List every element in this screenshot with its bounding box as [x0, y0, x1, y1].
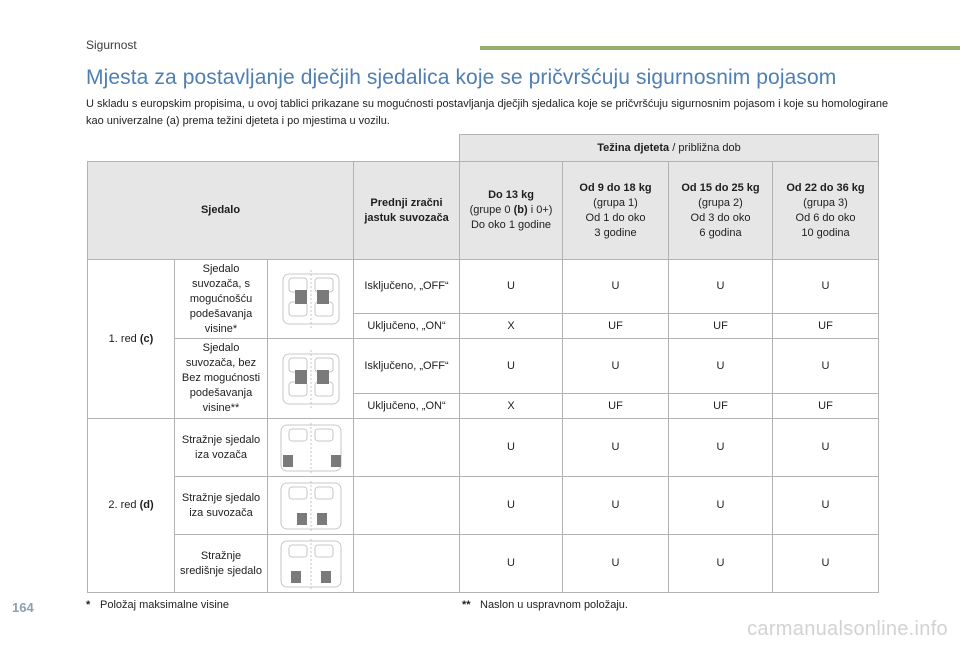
car-seats-icon — [269, 479, 353, 533]
car-seats-icon — [269, 264, 353, 334]
value-cell: U — [563, 260, 669, 314]
value-cell: U — [669, 260, 773, 314]
value-cell: U — [460, 535, 563, 593]
seat-diagram-front-a — [268, 260, 354, 339]
value-cell: UF — [563, 394, 669, 419]
value-cell: U — [773, 535, 879, 593]
airbag-on-label: Uključeno, „ON“ — [354, 314, 460, 339]
header-group-3: Od 22 do 36 kg (grupa 3) Od 6 do oko 10 godina — [773, 162, 879, 260]
seat-front-adjustable: Sjedalo suvozača, s mogućnošću podešavanja visine* — [175, 260, 268, 339]
row-label-first: 1. red (c) — [88, 260, 175, 419]
seat-rear-right: Stražnje sjedalo iza suvozača — [175, 477, 268, 535]
seat-rear-center: Stražnje središnje sjedalo — [175, 535, 268, 593]
header-group-2: Od 15 do 25 kg (grupa 2) Od 3 do oko 6 godina — [669, 162, 773, 260]
value-cell: U — [669, 339, 773, 394]
value-cell: U — [773, 419, 879, 477]
value-cell: U — [669, 419, 773, 477]
value-cell: UF — [563, 314, 669, 339]
seat-diagram-rear-left — [268, 419, 354, 477]
airbag-off-label: Isključeno, „OFF“ — [354, 260, 460, 314]
value-cell: U — [563, 339, 669, 394]
seat-rear-left: Stražnje sjedalo iza vozača — [175, 419, 268, 477]
seat-diagram-rear-right — [268, 477, 354, 535]
value-cell: UF — [669, 314, 773, 339]
value-cell: U — [773, 339, 879, 394]
header-seat: Sjedalo — [88, 162, 354, 260]
value-cell: U — [669, 535, 773, 593]
section-label: Sigurnost — [86, 38, 137, 52]
watermark: carmanualsonline.info — [747, 618, 948, 640]
intro-text: U skladu s europskim propisima, u ovoj tablici prikazane su mogućnosti postavljanja dječjih sjedalica koje se pričvršćuju sigurnosnim pojasom i koje su homologirane kao univerzalne (a) prema težini djeteta i po mjestima u vozilu. — [86, 98, 889, 127]
airbag-on-label: Uključeno, „ON“ — [354, 394, 460, 419]
car-seats-icon — [269, 537, 353, 591]
value-cell: UF — [669, 394, 773, 419]
seat-diagram-front-b — [268, 339, 354, 419]
child-seat-table — [87, 134, 879, 593]
value-cell: UF — [773, 394, 879, 419]
airbag-off-label: Isključeno, „OFF“ — [354, 339, 460, 394]
value-cell: U — [563, 535, 669, 593]
value-cell: U — [460, 339, 563, 394]
value-cell: U — [460, 260, 563, 314]
value-cell: U — [460, 477, 563, 535]
value-cell: U — [773, 260, 879, 314]
header-group-0: Do 13 kg (grupe 0 (b) i 0+) Do oko 1 godine — [460, 162, 563, 260]
car-seats-icon — [269, 344, 353, 414]
car-seats-icon — [269, 421, 353, 475]
footnote-1: * Položaj maksimalne visine — [86, 599, 229, 611]
page-title: Mjesta za postavljanje dječjih sjedalica koje se pričvršćuju sigurnosnim pojasom — [86, 66, 837, 89]
footnote-2: ** Naslon u uspravnom položaju. — [462, 599, 628, 611]
value-cell: U — [669, 477, 773, 535]
section-divider — [480, 46, 960, 50]
value-cell: U — [563, 419, 669, 477]
value-cell: X — [460, 314, 563, 339]
value-cell: U — [460, 419, 563, 477]
value-cell: U — [773, 477, 879, 535]
header-group-1: Od 9 do 18 kg (grupa 1) Od 1 do oko 3 godine — [563, 162, 669, 260]
seat-front-fixed: Sjedalo suvozača, bez Bez mogućnosti podešavanja visine** — [175, 339, 268, 419]
value-cell: UF — [773, 314, 879, 339]
seat-diagram-rear-center — [268, 535, 354, 593]
header-airbag: Prednji zračni jastuk suvozača — [354, 162, 460, 260]
row-label-second: 2. red (d) — [88, 419, 175, 593]
value-cell: U — [563, 477, 669, 535]
page-number: 164 — [12, 600, 34, 615]
value-cell: X — [460, 394, 563, 419]
weight-header: Težina djeteta / približna dob — [460, 135, 879, 162]
